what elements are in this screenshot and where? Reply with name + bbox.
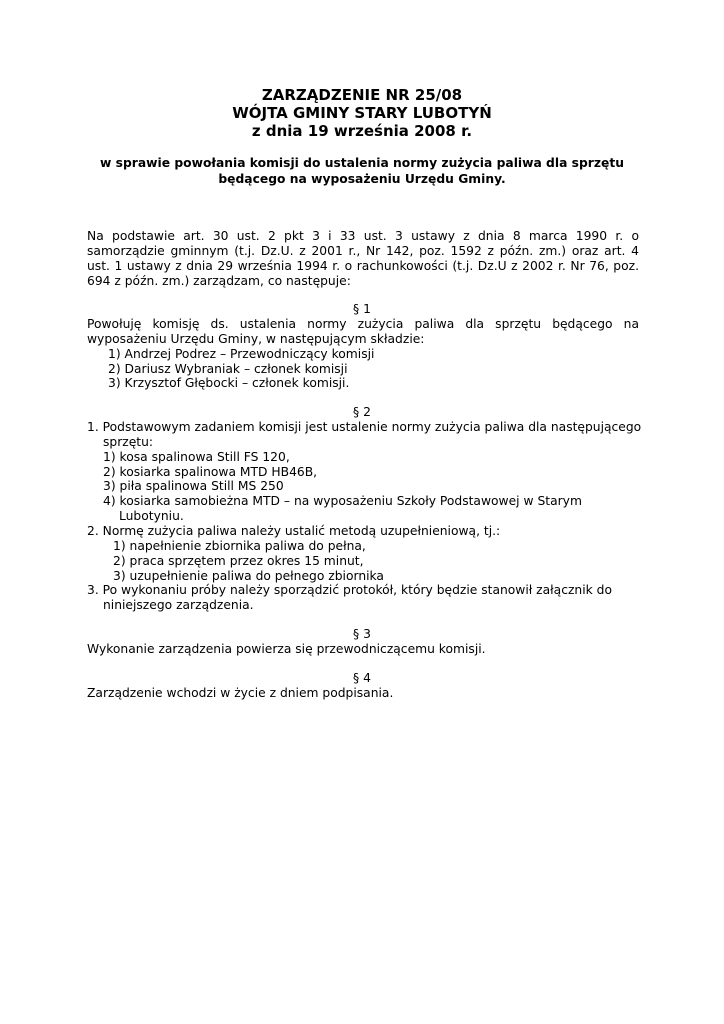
method-list-item: 3) uzupełnienie paliwa do pełnego zbiornika <box>113 569 384 583</box>
preamble-line-3: ust. 1 ustawy z dnia 29 września 1994 r. o rachunkowości (t.j. Dz.U z 2002 r. Nr 76, poz. <box>87 259 639 273</box>
preamble-line-2: samorządzie gminnym (t.j. Dz.U. z 2001 r., Nr 142, poz. 1592 z późn. zm.) oraz art. 4 <box>87 244 639 258</box>
preamble-line-1: Na podstawie art. 30 ust. 2 pkt 3 i 33 ust. 3 ustawy z dnia 8 marca 1990 r. o <box>87 229 639 243</box>
document-issuer: WÓJTA GMINY STARY LUBOTYŃ <box>232 104 492 122</box>
section-3-text: Wykonanie zarządzenia powierza się przewodniczącemu komisji. <box>87 642 486 656</box>
section-1-line-1: Powołuję komisję ds. ustalenia normy zużycia paliwa dla sprzętu będącego na <box>87 317 639 331</box>
method-list-item: 1) napełnienie zbiornika paliwa do pełna, <box>113 539 366 553</box>
section-4-mark: § 4 <box>353 671 371 685</box>
section-2-point-3-line-2: niniejszego zarządzenia. <box>103 598 254 612</box>
equipment-list-item: 2) kosiarka spalinowa MTD HB46B, <box>103 465 318 479</box>
section-2-mark: § 2 <box>353 405 371 419</box>
section-1-mark: § 1 <box>353 302 371 316</box>
section-2-point-1-line-1: 1. Podstawowym zadaniem komisji jest ustalenie normy zużycia paliwa dla następującego <box>87 420 642 434</box>
method-list-item: 2) praca sprzętem przez okres 15 minut, <box>113 554 364 568</box>
section-3-mark: § 3 <box>353 627 371 641</box>
section-4-text: Zarządzenie wchodzi w życie z dniem podpisania. <box>87 686 394 700</box>
member-list-item: 3) Krzysztof Głębocki – członek komisji. <box>108 376 350 390</box>
preamble-line-4: 694 z późn. zm.) zarządzam, co następuje: <box>87 274 351 288</box>
section-2-point-3-line-1: 3. Po wykonaniu próby należy sporządzić protokół, który będzie stanowił załącznik do <box>87 583 612 597</box>
document-date: z dnia 19 września 2008 r. <box>251 122 473 140</box>
subject-line-1: w sprawie powołania komisji do ustalenia normy zużycia paliwa dla sprzętu <box>100 156 624 170</box>
equipment-list-item: 1) kosa spalinowa Still FS 120, <box>103 450 290 464</box>
subject-line-2: będącego na wyposażeniu Urzędu Gminy. <box>218 172 506 186</box>
equipment-list-item-continuation: Lubotyniu. <box>119 509 184 523</box>
section-2-point-2: 2. Normę zużycia paliwa należy ustalić metodą uzupełnieniową, tj.: <box>87 524 501 538</box>
member-list-item: 2) Dariusz Wybraniak – członek komisji <box>108 362 348 376</box>
document-title: ZARZĄDZENIE NR 25/08 <box>261 86 463 104</box>
section-1-line-2: wyposażeniu Urzędu Gminy, w następującym składzie: <box>87 332 425 346</box>
equipment-list-item: 3) piła spalinowa Still MS 250 <box>103 479 284 493</box>
member-list-item: 1) Andrzej Podrez – Przewodniczący komisji <box>108 347 375 361</box>
equipment-list-item: 4) kosiarka samobieżna MTD – na wyposażeniu Szkoły Podstawowej w Starym <box>103 494 582 508</box>
section-2-point-1-line-2: sprzętu: <box>103 435 154 449</box>
